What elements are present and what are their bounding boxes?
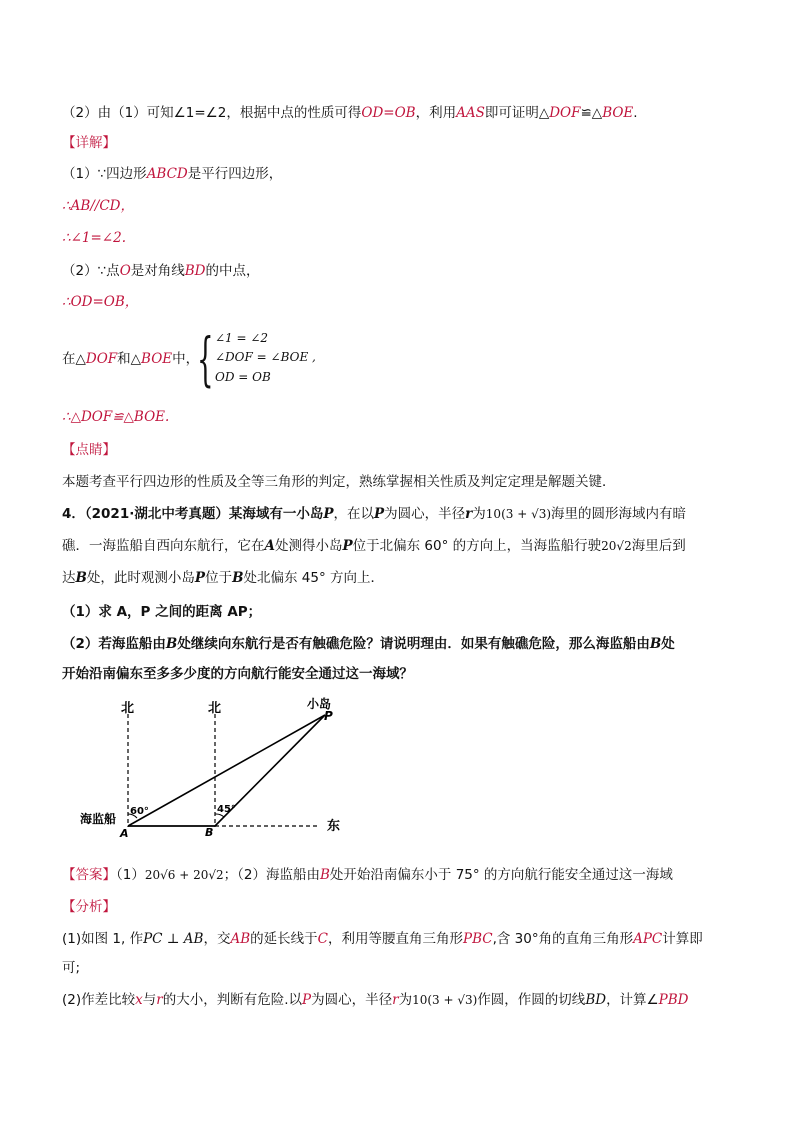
q-text: 处继续向东航行是否有触礁危险？请说明理由．如果有触礁危险，那么海监船由 [177, 636, 650, 652]
step-math: ABCD [146, 166, 188, 182]
step-math: O [119, 263, 131, 279]
step-text: 和△ [117, 351, 142, 367]
analysis-math: AB [230, 931, 251, 947]
analysis-text: (2)作差比较 [62, 992, 136, 1008]
answer-expression: 20√6 + 20√2 [144, 868, 224, 882]
analysis-math: P [302, 992, 312, 1008]
label-angle-45: 45° [217, 804, 236, 815]
q-text: ，在以 [333, 506, 375, 522]
analysis-line-1-cont: 可; [62, 960, 81, 976]
analysis-math: BD [585, 992, 607, 1008]
answer-text: 处开始沿南偏东小于 75° 的方向航行能安全通过这一海域 [329, 867, 673, 883]
solution-step-3: ∴∠1=∠2. [62, 230, 126, 246]
left-brace: { [197, 325, 214, 393]
question-4-line-2 [62, 536, 686, 556]
question-4-line-1 [62, 504, 686, 524]
hint-text: . [633, 105, 638, 121]
hint-text: 即可证明△ [484, 105, 550, 121]
analysis-line-2 [62, 990, 689, 1010]
q-text: 位于 [205, 570, 233, 586]
analysis-text: 为 [398, 992, 413, 1008]
answer-text: （1） [116, 867, 145, 883]
label-angle-60: 60° [130, 806, 149, 817]
q-math: r [465, 506, 473, 522]
q-math: P [374, 506, 385, 522]
q-text: 达 [62, 570, 76, 586]
system-row-3: OD = OB [215, 370, 271, 384]
label-island: 小岛 [307, 697, 332, 711]
analysis-math: x [135, 992, 143, 1008]
analysis-math: PBD [658, 992, 689, 1008]
system-row-2: ∠DOF = ∠BOE , [215, 350, 316, 364]
analysis-text: ，交 [203, 931, 231, 947]
q-math: B [232, 570, 244, 586]
q-text: 海里的圆形海域内有暗 [551, 506, 687, 522]
q-text: （2）若海监船由 [62, 636, 166, 652]
step-text: 在△ [62, 351, 86, 367]
system-row-1: ∠1 = ∠2 [215, 331, 269, 345]
analysis-text: 的大小，判断有危险.以 [162, 992, 303, 1008]
q-text: 海里后到 [631, 538, 686, 554]
step-text: （1）∵四边形 [62, 166, 147, 182]
q-text: 处，此时观测小岛 [86, 570, 195, 586]
analysis-text: 作圆，作圆的切线 [477, 992, 586, 1008]
analysis-text: ，利用等腰直角三角形 [327, 931, 463, 947]
analysis-heading: 【分析】 [62, 899, 116, 915]
solution-step-5: ∴OD=OB， [62, 294, 139, 310]
question-4-part-2 [62, 634, 675, 654]
analysis-text: ，计算∠ [606, 992, 659, 1008]
analysis-math: PBC [462, 931, 493, 947]
step-text: 中， [172, 351, 200, 367]
step-text: 的中点， [205, 263, 260, 279]
analysis-math: C [317, 931, 328, 947]
analysis-text: 计算即 [662, 931, 703, 947]
q-text: 为圆心，半径 [384, 506, 466, 522]
q-math: A [264, 538, 275, 554]
answer-heading: 【答案】 [62, 867, 116, 883]
step-math: BD [184, 263, 206, 279]
hint-text: ，利用 [415, 105, 457, 121]
analysis-math: r [156, 992, 163, 1008]
analysis-text: 与 [142, 992, 157, 1008]
q-math: B [649, 636, 662, 652]
analysis-text: (1)如图 1, 作 [62, 931, 144, 947]
hint-text: ≌△ [580, 105, 603, 121]
solution-step-6 [62, 349, 199, 369]
q-math: P [323, 506, 334, 522]
q-text: 位于北偏东 60° 的方向上，当海监船行驶 [352, 538, 602, 554]
analysis-text: 的延长线于 [250, 931, 318, 947]
comment-text: 本题考查平行四边形的性质及全等三角形的判定，熟练掌握相关性质及判定定理是解题关键． [62, 474, 616, 490]
question-4-line-3 [62, 568, 384, 588]
analysis-math: r [392, 992, 399, 1008]
step-math: DOF [85, 351, 118, 367]
q-math: P [342, 538, 353, 554]
label-ship: 海监船 [80, 812, 117, 826]
label-north-b: 北 [208, 701, 222, 716]
solution-step-2: ∴AB//CD， [62, 198, 135, 214]
hint-boe: BOE [602, 105, 634, 121]
q-text: 4．（2021·湖北中考真题）某海域有一小岛 [62, 506, 324, 522]
hint-aas: AAS [456, 105, 485, 121]
distance-expression: 20√2 [601, 539, 632, 553]
label-north-a: 北 [121, 701, 135, 716]
answer-text: ；（2）海监船由 [223, 867, 320, 883]
analysis-line-1 [62, 929, 703, 949]
hint-text: （2）由（1）可知∠1=∠2，根据中点的性质可得 [62, 105, 362, 121]
hint-dof: DOF [549, 105, 581, 121]
q-math: P [194, 570, 206, 586]
solution-step-1 [62, 164, 282, 184]
q-text: 处测得小岛 [274, 538, 343, 554]
label-east: 东 [327, 819, 341, 834]
step-math: BOE [141, 351, 173, 367]
analysis-math: APC [633, 931, 663, 947]
label-point-b: B [205, 826, 214, 839]
q-math: B [75, 570, 87, 586]
step-text: （2）∵点 [62, 263, 120, 279]
label-point-a: A [120, 827, 129, 840]
question-4-part-2-cont: 开始沿南偏东至多多少度的方向航行能安全通过这一海域？ [62, 666, 413, 682]
detail-heading: 【详解】 [62, 135, 116, 151]
question-4-part-1: （1）求 A，P 之间的距离 AP； [62, 604, 262, 620]
solution-step-4 [62, 261, 260, 281]
q-text: 礁．一海监船自西向东航行，它在 [62, 538, 265, 554]
step-text: 是对角线 [130, 263, 185, 279]
analysis-text: 为圆心，半径 [311, 992, 393, 1008]
q-text: 处北偏东 45° 方向上． [243, 570, 385, 586]
hint-od-ob: OD=OB [361, 105, 416, 121]
answer-math: B [319, 867, 330, 883]
step-text: 是平行四边形， [187, 166, 283, 182]
q-text: 处 [661, 636, 675, 652]
solution-conclusion: ∴△DOF≌△BOE. [62, 409, 170, 425]
analysis-math: PC ⊥ AB [143, 931, 204, 947]
q-text: 为 [472, 506, 486, 522]
analysis-expression: 10(3 + √3) [412, 993, 478, 1007]
navigation-figure [80, 692, 360, 862]
comment-heading: 【点睛】 [62, 442, 116, 458]
analysis-text: ,含 30°角的直角三角形 [492, 931, 634, 947]
q-math: B [165, 636, 178, 652]
answer-line [62, 865, 673, 885]
hint-line [62, 103, 638, 123]
label-point-p: P [324, 709, 333, 723]
radius-expression: 10(3 + √3) [485, 507, 552, 521]
